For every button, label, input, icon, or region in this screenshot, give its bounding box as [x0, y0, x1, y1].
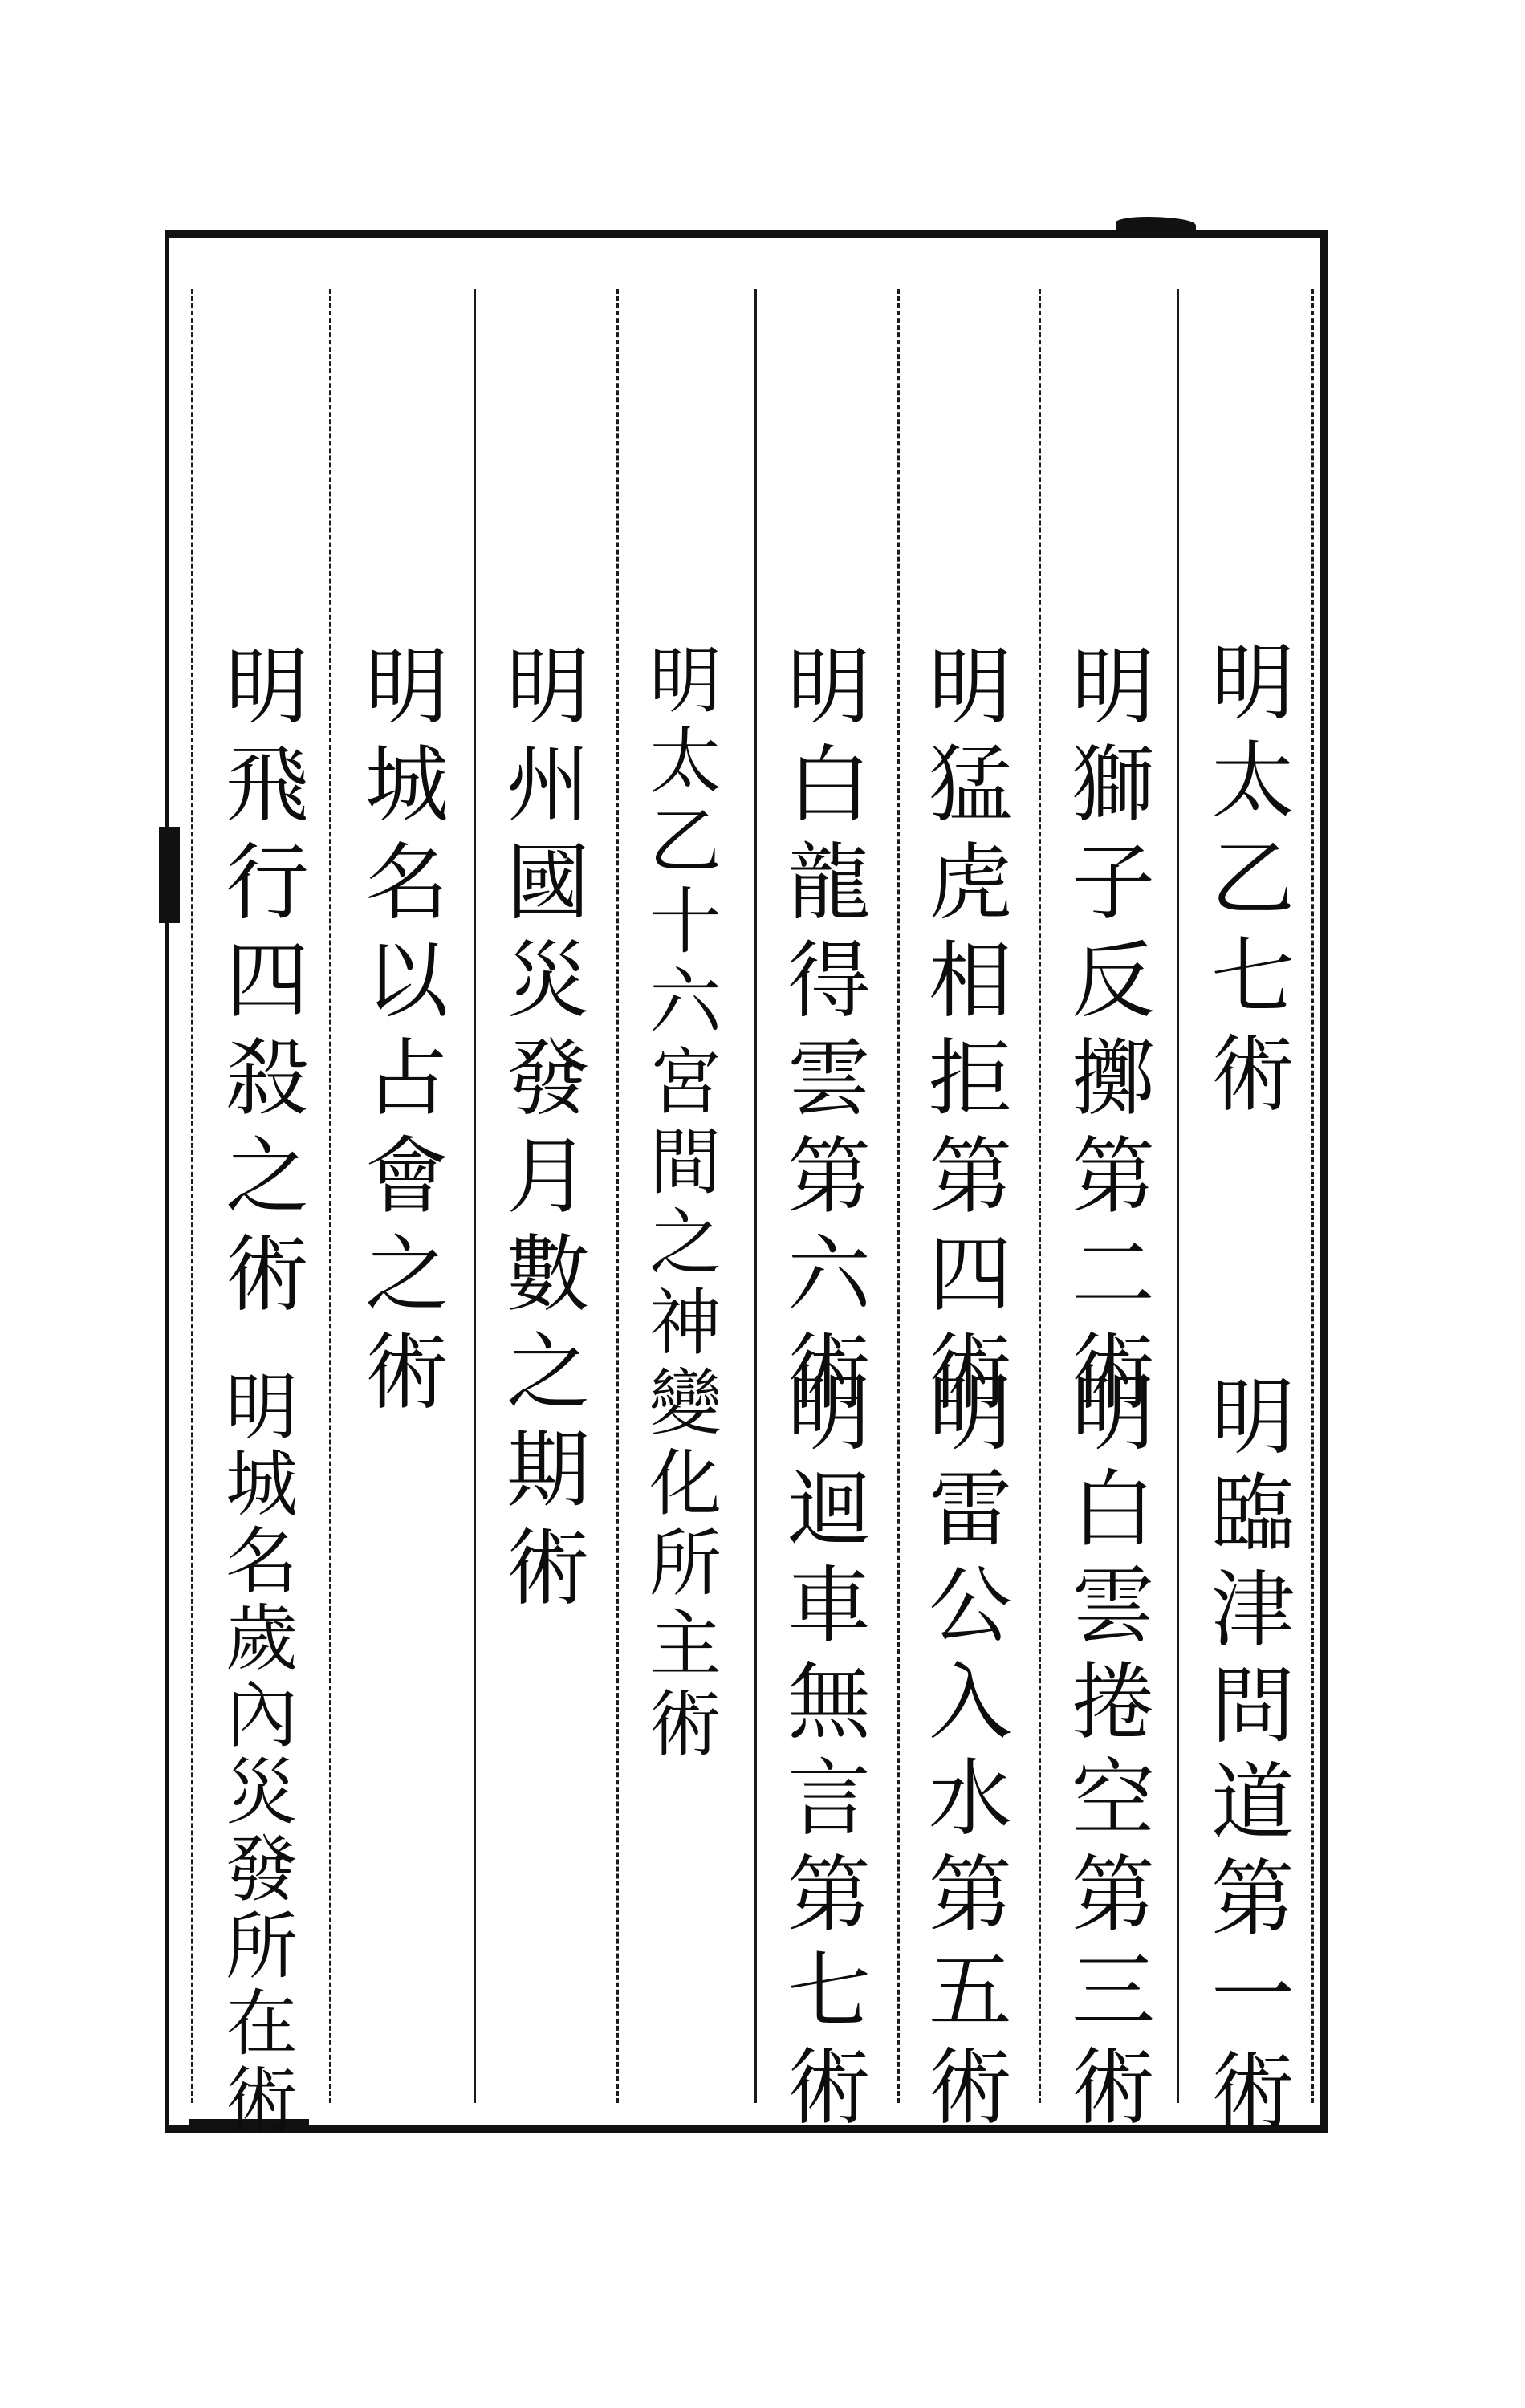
- column-8-lower-entry: 明城名歲內災發所在術: [213, 1369, 297, 2139]
- column-7-entry: 明城名以占會之術: [351, 642, 449, 1426]
- column-4-lower-entry: 明迴車無言第七術: [773, 1369, 871, 2139]
- frame-top-mark: [1116, 217, 1196, 231]
- column-2-upper-entry: 明獅子反擲第二術: [1057, 642, 1155, 1426]
- column-6-entry: 明州國災發月數之期術: [492, 642, 590, 1621]
- column-5-entry: 明太乙十六宮間之神變化所主術: [636, 642, 721, 1766]
- column-4-upper-entry: 明白龍得雲第六術: [773, 642, 871, 1426]
- column-rule: [191, 289, 193, 2103]
- column-rule: [897, 289, 900, 2103]
- column-rule: [1177, 289, 1179, 2103]
- column-1-upper-entry: 明太乙七術: [1197, 638, 1295, 1128]
- column-rule: [754, 289, 757, 2103]
- column-rule: [1039, 289, 1041, 2103]
- column-rule: [1312, 289, 1314, 2103]
- fish-tail-mark: [159, 827, 180, 923]
- column-1-lower-entry: 明臨津問道第一術: [1197, 1373, 1295, 2143]
- column-rule: [329, 289, 331, 2103]
- column-rule: [616, 289, 619, 2103]
- column-rule: [474, 289, 476, 2103]
- column-3-lower-entry: 明雷公入水第五術: [914, 1369, 1012, 2139]
- column-3-upper-entry: 明猛虎相拒第四術: [914, 642, 1012, 1426]
- column-8-upper-entry: 明飛行四殺之術: [211, 642, 309, 1328]
- column-2-lower-entry: 明白雲捲空第三術: [1057, 1369, 1155, 2139]
